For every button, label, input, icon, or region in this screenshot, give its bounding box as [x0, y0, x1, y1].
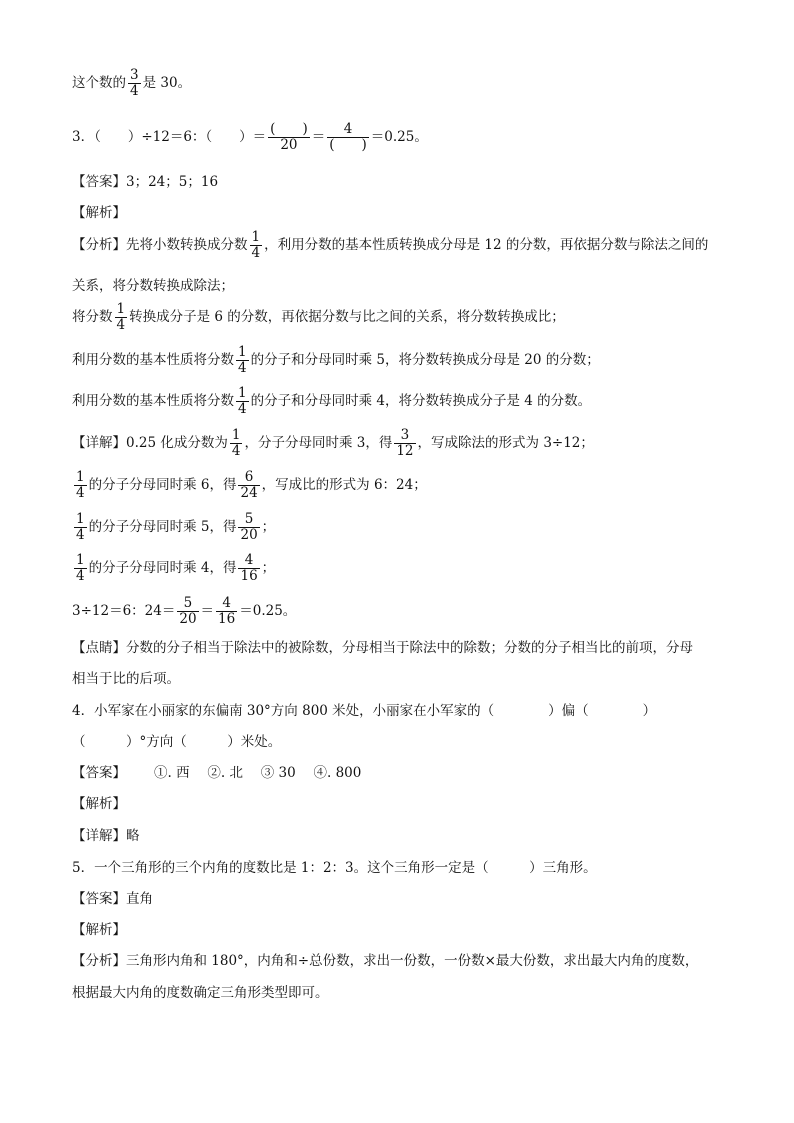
fraction: $\frac{3}{4}$	[130, 67, 139, 99]
question-4: （ ）°方向（ ）米处。	[72, 734, 282, 750]
detail-line: $\frac{1}{4}$ 的分子分母同时乘 5，得 $\frac{5}{20}$ ；	[76, 511, 276, 543]
analysis-line: 【分析】三角形内角和 180°，内角和÷总份数，求出一份数，一份数×最大份数，求出最大内角的度数，	[72, 953, 699, 969]
detail-line: 【详解】0.25 化成分数为 $\frac{1}{4}$ ，分子分母同时乘 3，得 $\frac{3}{12}$ ，写成除法的形式为 3÷12；	[72, 427, 594, 459]
fraction: $\frac{1}{4}$	[238, 344, 247, 376]
analysis-line: 将分数 $\frac{1}{4}$ 转换成分子是 6 的分数，再依据分数与比之间的关系，将分数转换成比；	[72, 301, 565, 333]
answer-line	[72, 172, 218, 192]
fraction: $\frac{1}{4}$	[76, 511, 85, 543]
analysis-line: 关系，将分数转换成除法；	[72, 278, 234, 294]
answer-line	[72, 763, 361, 783]
fraction: $\frac{4}{( )}$	[329, 121, 367, 153]
fraction: $\frac{( )}{20}$	[270, 121, 308, 153]
detail-line: $\frac{1}{4}$ 的分子分母同时乘 6，得 $\frac{6}{24}$ ，写成比的形式为 6：24；	[76, 469, 427, 501]
answer-text: 直角	[126, 891, 153, 907]
question-4: 4．小军家在小丽家的东偏南 30°方向 800 米处，小丽家在小军家的（ ）偏（ ）	[72, 703, 657, 719]
answer-tag: 【答案】	[72, 765, 126, 781]
question-3: 3．（ ）÷12＝6：（ ）＝ $\frac{( )}{20}$ ＝ $\frac{4}{( )}$ ＝0.25。	[72, 121, 428, 153]
fraction: $\frac{5}{20}$	[179, 595, 197, 627]
jiexi-line: 【解析】	[72, 922, 126, 938]
analysis-line: 根据最大内角的度数确定三角形类型即可。	[72, 985, 329, 1001]
fraction: $\frac{3}{12}$	[396, 427, 414, 459]
detail-line: 【详解】略	[72, 828, 140, 844]
answer-line	[72, 889, 153, 909]
text: 是 30。	[142, 74, 192, 91]
answer-tag: 【答案】	[72, 174, 126, 190]
answer-text: ①. 西 ②. 北 ③ 30 ④. 800	[154, 765, 362, 781]
fraction: $\frac{1}{4}$	[76, 469, 85, 501]
analysis-line: 利用分数的基本性质将分数 $\frac{1}{4}$ 的分子和分母同时乘 5，将分数转换成分母是 20 的分数；	[72, 344, 600, 376]
question-5: 5．一个三角形的三个内角的度数比是 1：2：3。这个三角形一定是（ ）三角形。	[72, 860, 597, 876]
analysis-line: 利用分数的基本性质将分数 $\frac{1}{4}$ 的分子和分母同时乘 4，将分数转换成分子是 4 的分数。	[72, 385, 592, 417]
fraction: $\frac{1}{4}$	[238, 385, 247, 417]
tip-line: 【点睛】分数的分子相当于除法中的被除数，分母相当于除法中的除数；分数的分子相当比的前项，分母	[72, 640, 693, 656]
tip-line: 相当于比的后项。	[72, 671, 180, 687]
fraction: $\frac{1}{4}$	[116, 301, 126, 333]
detail-line: 3÷12＝6：24＝ $\frac{5}{20}$ ＝ $\frac{4}{16}$ ＝0.25。	[72, 595, 297, 627]
text: 这个数的	[72, 74, 126, 91]
fraction: $\frac{1}{4}$	[76, 552, 85, 584]
answer-text: 3；24；5；16	[126, 174, 219, 190]
detail-line: $\frac{1}{4}$ 的分子分母同时乘 4，得 $\frac{4}{16}$ ；	[76, 552, 276, 584]
fraction: $\frac{4}{16}$	[240, 552, 258, 584]
jiexi-line: 【解析】	[72, 205, 126, 221]
fraction: $\frac{5}{20}$	[240, 511, 258, 543]
text-line	[72, 68, 191, 99]
fraction: $\frac{4}{16}$	[218, 595, 236, 627]
fraction: $\frac{1}{4}$	[231, 427, 241, 459]
fraction: $\frac{6}{24}$	[240, 469, 258, 501]
fraction: $\frac{1}{4}$	[251, 229, 261, 261]
jiexi-line: 【解析】	[72, 796, 126, 812]
analysis-line: 【分析】先将小数转换成分数 $\frac{1}{4}$ ，利用分数的基本性质转换成分母是 12 的分数，再依据分数与除法之间的	[72, 229, 709, 261]
answer-tag: 【答案】	[72, 891, 126, 907]
